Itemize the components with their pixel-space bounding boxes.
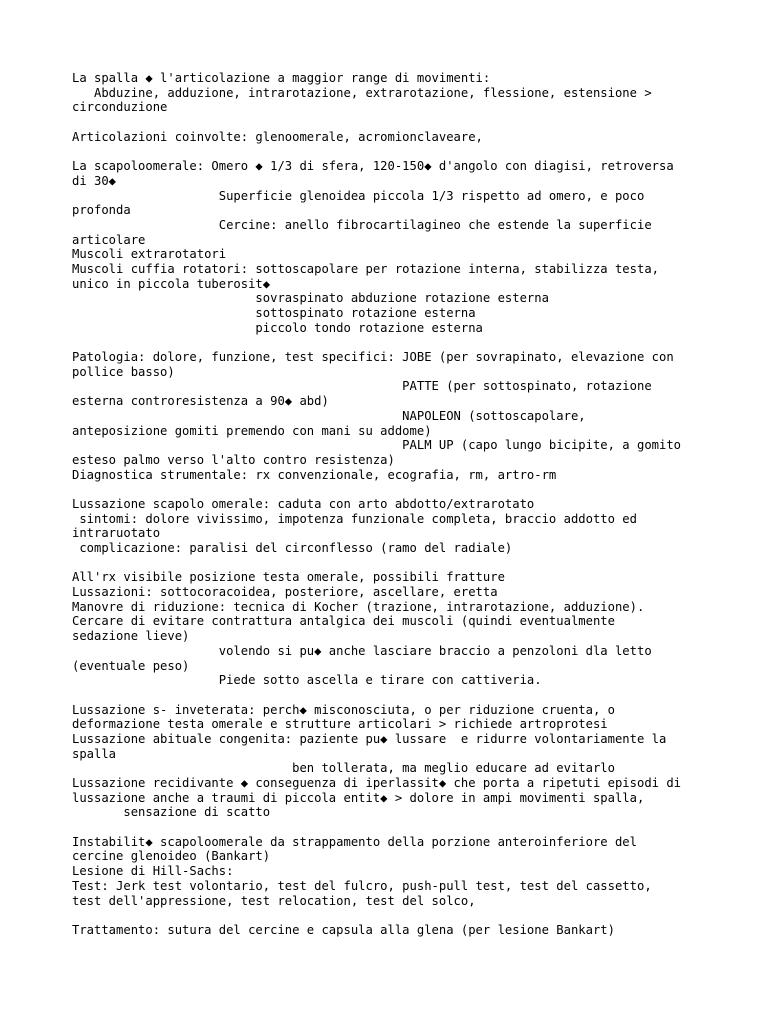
text-line: Abduzine, adduzione, intrarotazione, extrarotazione, flessione, estensione > bbox=[72, 85, 652, 100]
blank-line bbox=[72, 908, 712, 923]
blank-line bbox=[72, 115, 712, 130]
text-line: sintomi: dolore vivissimo, impotenza funzionale completa, braccio addotto ed bbox=[72, 511, 637, 526]
text-line: Lussazione s- inveterata: perch◆ misconosciuta, o per riduzione cruenta, o bbox=[72, 702, 615, 717]
text-line: ben tollerata, ma meglio educare ad evitarlo bbox=[72, 761, 615, 776]
text-line: Piede sotto ascella e tirare con cattiveria. bbox=[72, 673, 542, 688]
text-line: esteso palmo verso l'alto contro resistenza) bbox=[72, 452, 395, 467]
text-line: sedazione lieve) bbox=[72, 629, 190, 644]
text-line: Lussazione abituale congenita: paziente pu◆ lussare e ridurre volontariamente la bbox=[72, 731, 667, 746]
text-line: Articolazioni coinvolte: glenoomerale, acromionclaveare, bbox=[72, 129, 483, 144]
text-line: test dell'appressione, test relocation, test del solco, bbox=[72, 893, 476, 908]
text-line: di 30◆ bbox=[72, 173, 117, 188]
text-line: anteposizione gomiti premendo con mani su addome) bbox=[72, 423, 432, 438]
text-line: PATTE (per sottospinato, rotazione bbox=[72, 379, 652, 394]
text-line: Trattamento: sutura del cercine e capsula alla glena (per lesione Bankart) bbox=[72, 922, 615, 937]
text-line: complicazione: paralisi del circonflesso (ramo del radiale) bbox=[72, 541, 513, 555]
text-line: La spalla ◆ l'articolazione a maggior range di movimenti: bbox=[72, 71, 491, 85]
text-line: Lussazione recidivante ◆ conseguenza di iperlassit◆ che porta a ripetuti episodi di bbox=[72, 776, 682, 790]
document-body bbox=[72, 71, 712, 938]
blank-line bbox=[72, 144, 712, 159]
text-line: Cercare di evitare contrattura antalgica dei muscoli (quindi eventualmente bbox=[72, 614, 615, 629]
text-line: Lussazioni: sottocoracoidea, posteriore, ascellare, eretta bbox=[72, 585, 498, 600]
text-line: sovraspinato abduzione rotazione esterna bbox=[72, 291, 549, 306]
text-line: spalla bbox=[72, 746, 117, 761]
text-line: volendo si pu◆ anche lasciare braccio a penzoloni dla letto bbox=[72, 643, 652, 658]
text-line: piccolo tondo rotazione esterna bbox=[72, 320, 483, 335]
text-line: circonduzione bbox=[72, 100, 168, 115]
text-line: lussazione anche a traumi di piccola entit◆ > dolore in ampi movimenti spalla, bbox=[72, 790, 645, 805]
text-line: Patologia: dolore, funzione, test specifici: JOBE (per sovrapinato, elevazione con bbox=[72, 350, 674, 365]
text-line: NAPOLEON (sottoscapolare, bbox=[72, 408, 586, 423]
text-line: esterna controresistenza a 90◆ abd) bbox=[72, 394, 329, 409]
text-line: Lussazione scapolo omerale: caduta con arto abdotto/extrarotato bbox=[72, 496, 535, 511]
blank-line bbox=[72, 482, 712, 497]
text-line: Lesione di Hill-Sachs: bbox=[72, 864, 234, 879]
text-line: Muscoli cuffia rotatori: sottoscapolare per rotazione interna, stabilizza testa, bbox=[72, 261, 659, 276]
text-line: profonda bbox=[72, 203, 131, 218]
text-line: pollice basso) bbox=[72, 364, 175, 379]
text-line: cercine glenoideo (Bankart) bbox=[72, 849, 271, 864]
text-line: deformazione testa omerale e strutture articolari > richiede artroprotesi bbox=[72, 717, 608, 732]
blank-line bbox=[72, 688, 712, 703]
text-line: articolare bbox=[72, 232, 146, 247]
text-line: Instabilit◆ scapoloomerale da strappamento della porzione anteroinferiore del bbox=[72, 834, 637, 849]
text-line: Superficie glenoidea piccola 1/3 rispetto ad omero, e poco bbox=[72, 188, 645, 203]
text-line: intraruotato bbox=[72, 526, 161, 541]
text-line: Test: Jerk test volontario, test del fulcro, push-pull test, test del cassetto, bbox=[72, 878, 652, 893]
text-line: La scapoloomerale: Omero ◆ 1/3 di sfera, 120-150◆ d'angolo con diagisi, retroversa bbox=[72, 159, 674, 174]
text-line: All'rx visibile posizione testa omerale, possibili fratture bbox=[72, 570, 505, 585]
text-line: Cercine: anello fibrocartilagineo che estende la superficie bbox=[72, 217, 652, 232]
blank-line bbox=[72, 335, 712, 350]
text-line: unico in piccola tuberosit◆ bbox=[72, 276, 271, 291]
text-line: (eventuale peso) bbox=[72, 658, 190, 673]
text-line: sensazione di scatto bbox=[72, 805, 271, 820]
blank-line bbox=[72, 820, 712, 835]
text-line: PALM UP (capo lungo bicipite, a gomito bbox=[72, 438, 682, 453]
text-line: Diagnostica strumentale: rx convenzionale, ecografia, rm, artro-rm bbox=[72, 467, 557, 482]
text-line: Manovre di riduzione: tecnica di Kocher (trazione, intrarotazione, adduzione). bbox=[72, 599, 645, 614]
blank-line bbox=[72, 556, 712, 571]
text-line: sottospinato rotazione esterna bbox=[72, 306, 476, 320]
text-line: Muscoli extrarotatori bbox=[72, 247, 227, 262]
